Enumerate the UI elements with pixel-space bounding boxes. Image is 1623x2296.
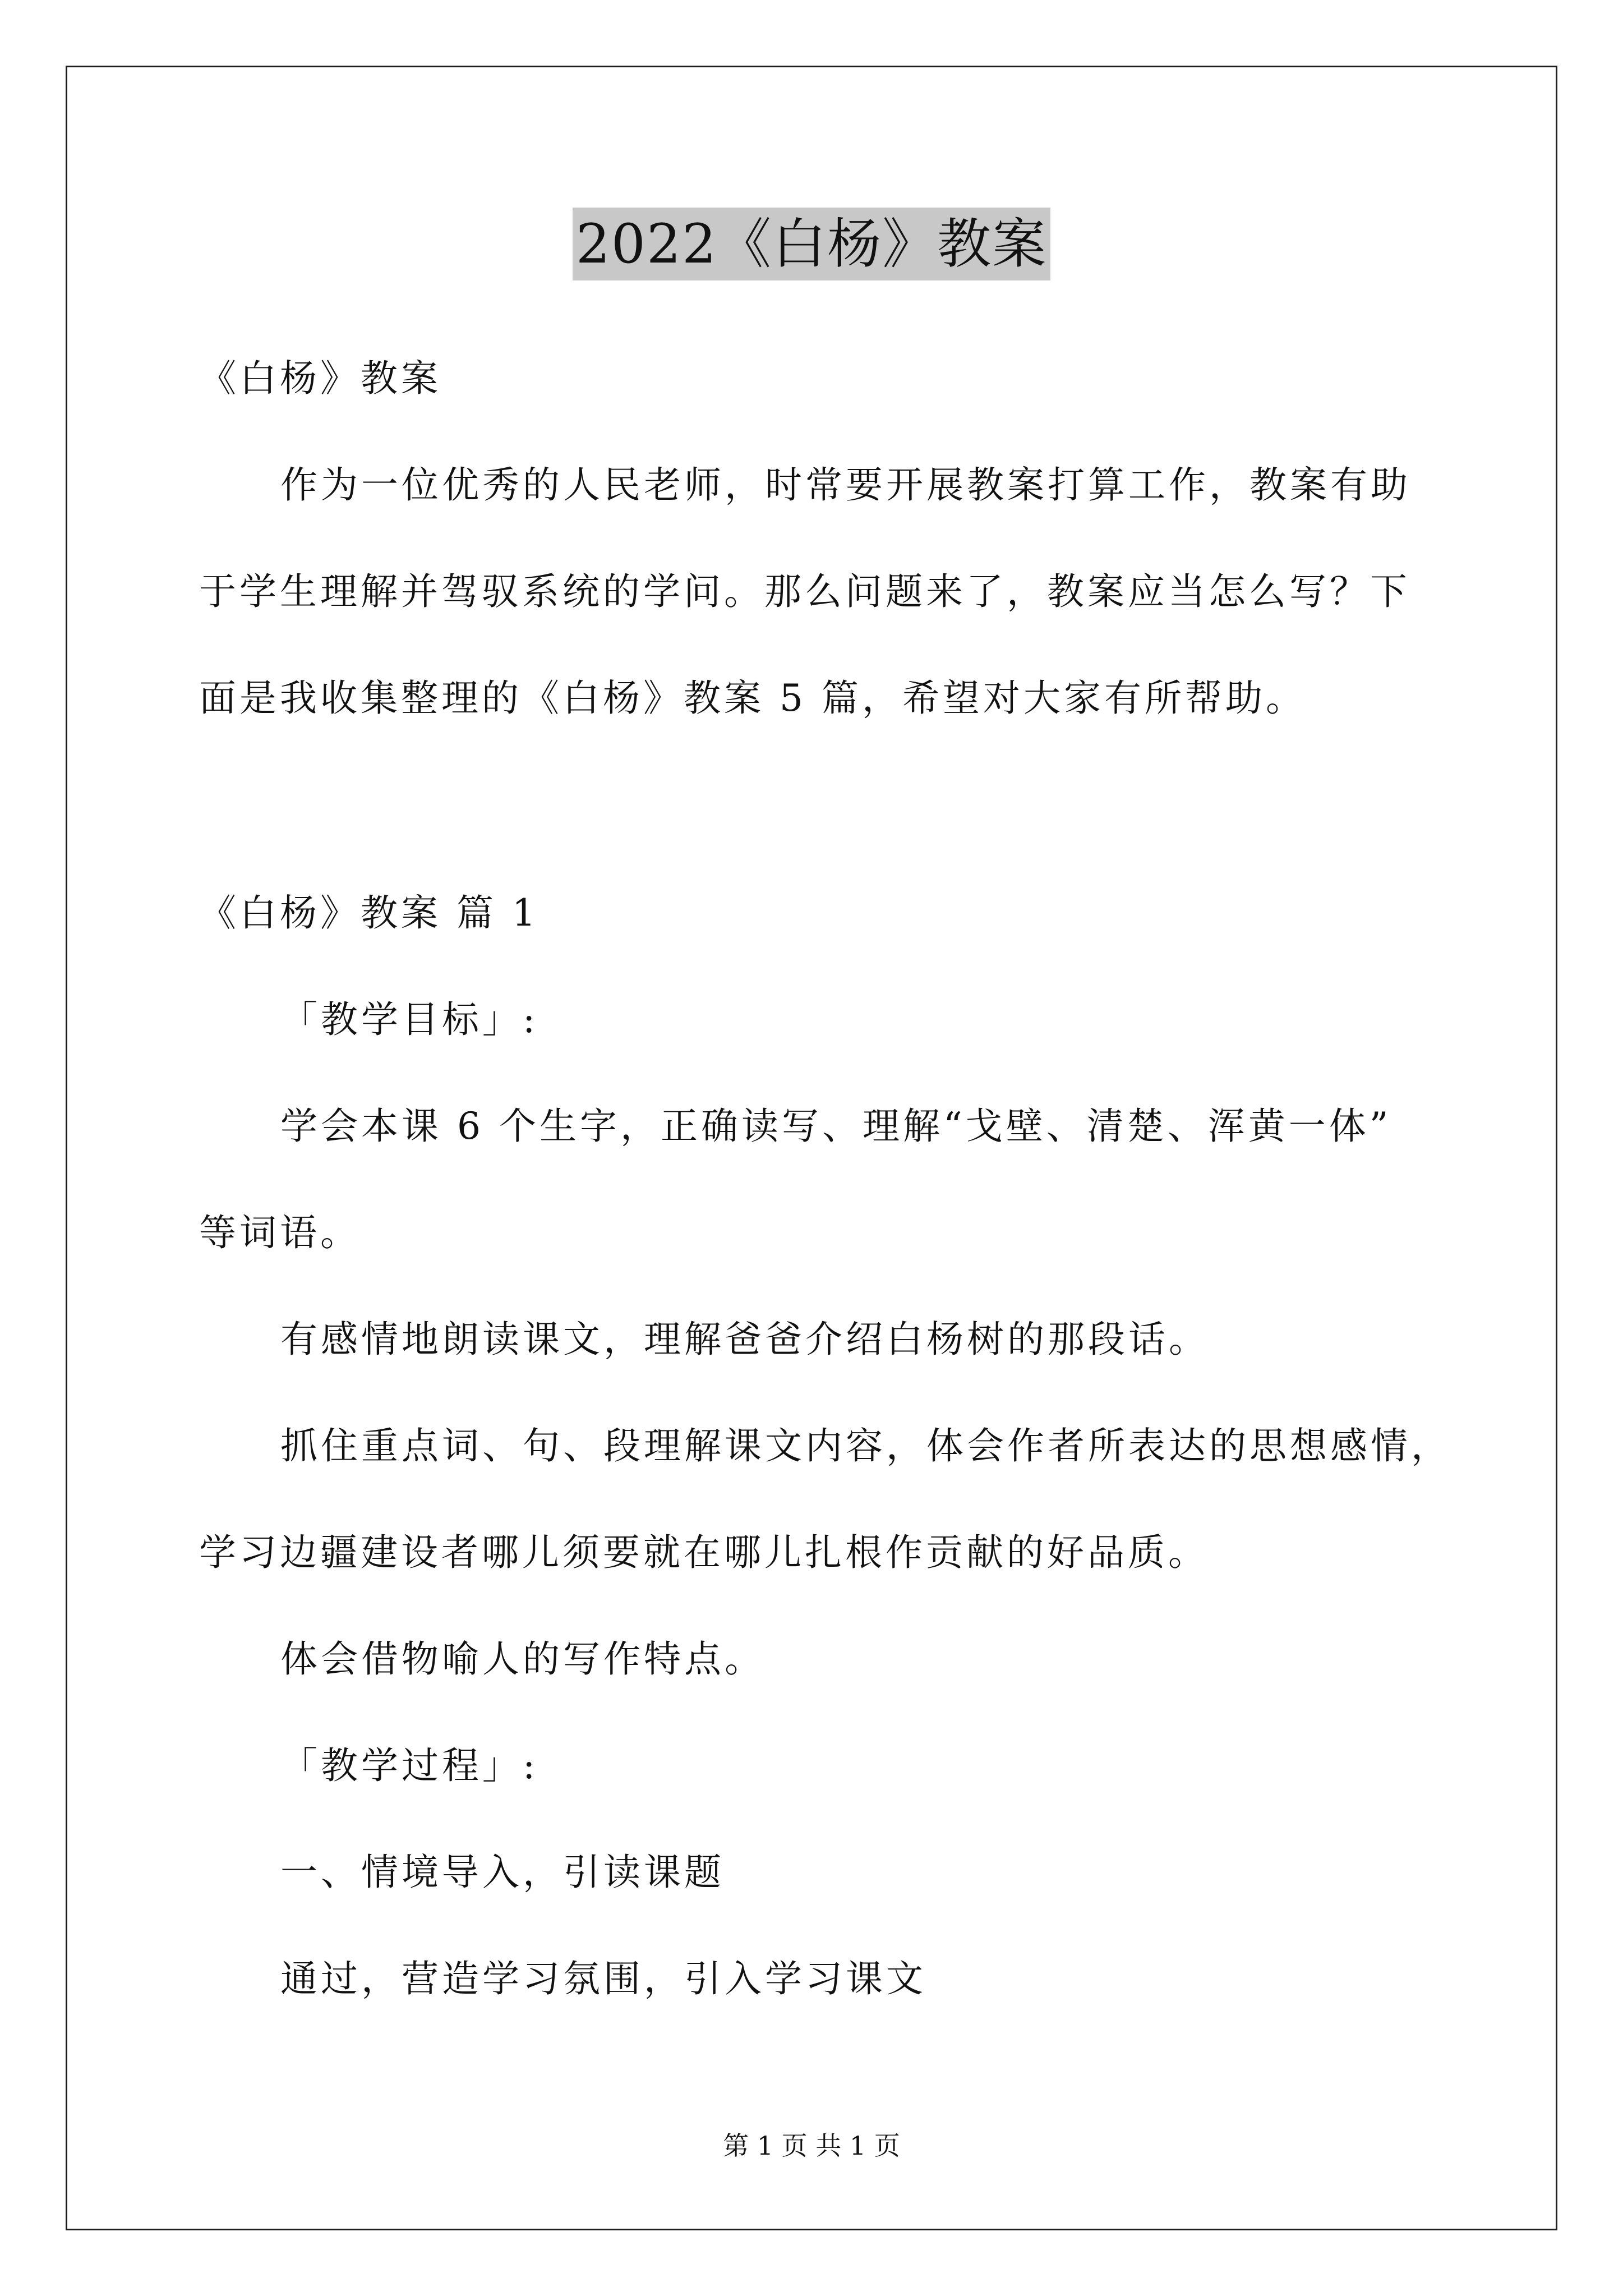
goal-3-line-2: 学习边疆建设者哪儿须要就在哪儿扎根作贡献的好品质。 [199, 1531, 1209, 1574]
goals-heading: 「教学目标」: [280, 998, 539, 1041]
document-title: 2022《白杨》教案 [573, 208, 1050, 280]
step-1-text: 通过，营造学习氛围，引入学习课文 [280, 1957, 926, 2000]
step-1-heading: 一、情境导入，引读课题 [280, 1851, 725, 1894]
intro-line-2: 于学生理解并驾驭系统的学问。那么问题来了，教案应当怎么写？下 [199, 570, 1410, 613]
intro-line-3: 面是我收集整理的《白杨》教案 5 篇，希望对大家有所帮助。 [199, 677, 1306, 720]
subtitle: 《白杨》教案 [199, 357, 441, 400]
goal-1-line-1: 学会本课 6 个生字，正确读写、理解“戈壁、清楚、浑黄一体” [280, 1105, 1392, 1148]
process-heading: 「教学过程」: [280, 1744, 539, 1787]
intro-line-1: 作为一位优秀的人民老师，时常要开展教案打算工作，教案有助 [280, 463, 1411, 507]
goal-2: 有感情地朗读课文，理解爸爸介绍白杨树的那段话。 [280, 1318, 1209, 1361]
goal-1-line-2: 等词语。 [199, 1211, 361, 1254]
goal-4: 体会借物喻人的写作特点。 [280, 1637, 765, 1681]
section-heading: 《白杨》教案 篇 1 [199, 891, 539, 935]
goal-3-line-1: 抓住重点词、句、段理解课文内容，体会作者所表达的思想感情， [280, 1424, 1451, 1467]
page-footer: 第 1 页 共 1 页 [723, 2131, 900, 2161]
title-container [0, 208, 1623, 280]
